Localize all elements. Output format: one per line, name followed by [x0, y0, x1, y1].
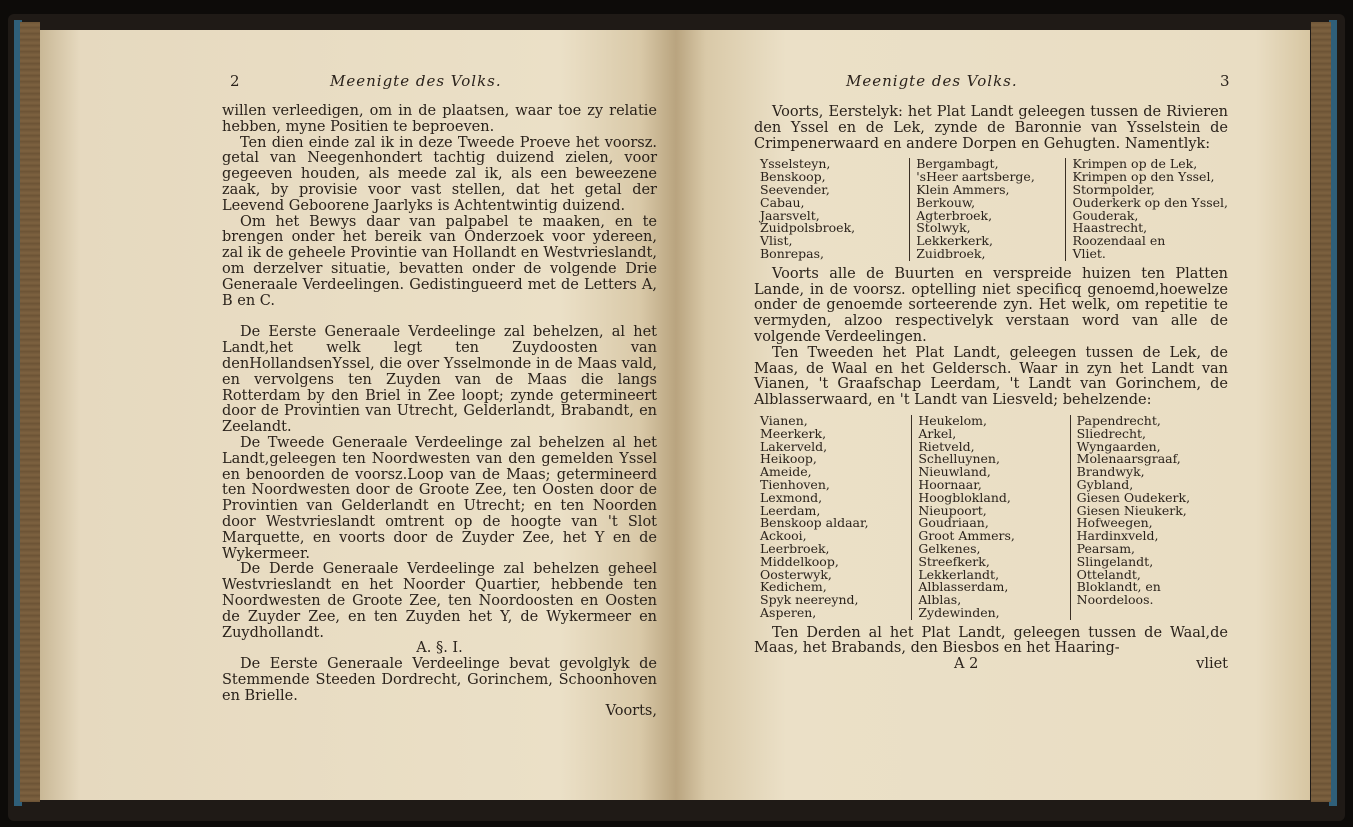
- paragraph: Voorts alle de Buurten en verspreide huizen ten Platten Lande, in de voorsz. optelling niet specificq genoemd,hoewelze onder de genoemde sorteerende zyn. Het welk, om repetitie te vermyden, alzoo respectivelyk verstaan word van alle de volgende Verdeelingen.: [754, 265, 1228, 345]
- place-name: Zuidbroek,: [916, 245, 986, 261]
- paragraph: De Derde Generaale Verdeelinge zal behelzen geheel Westvrieslandt en het Noorder Quartier, hebbende ten Noordwesten de Groote Zee, ten Noordoosten en Oosten de Zuyder Zee, en ten Zuyden het Y, de Wykermeer en Zuydhollandt.: [222, 561, 657, 641]
- place-name: Zuidpolsbroek,: [760, 220, 856, 236]
- place-name: Brandwyk,: [1076, 464, 1145, 480]
- place-name: Schelluynen,: [918, 451, 1000, 467]
- place-name: Zydewinden,: [918, 604, 1000, 620]
- left-running-head: Meenigte des Volks.: [330, 72, 502, 90]
- list-column: [754, 158, 909, 260]
- paragraph: De Tweede Generaale Verdeelinge zal behelzen al het Landt,geleegen ten Noordwesten van den gemelden Yssel en benoorden de voorsz.Loop van de Maas; getermineerd ten Noordwesten door de Groote Zee, ten Oosten door de Provintien van Gelderlandt en Utrecht; en ten Noorden door Westvrieslandt omtrent op de hoogte van 't Slot Marquette, en voorts door de Zuyder Zee, het Y en de Wykermeer.: [222, 434, 657, 562]
- place-name: Slingelandt,: [1076, 553, 1154, 569]
- signature-mark: A 2: [954, 656, 979, 673]
- place-name: Alblasserdam,: [918, 579, 1009, 595]
- place-name: Rietveld,: [918, 438, 975, 454]
- paragraph: De Eerste Generaale Verdeelinge zal behelzen, al het Landt,het welk legt ten Zuydoosten van denHollandsenYssel, die over Ysselmonde in de Maas vald, en vervolgens ten Zuyden van de Maas die langs Rotterdam by den Briel in Zee loopt; zynde getermineert door de Provintien van Utrecht, Gelderlandt, Brabandt, en Zeelandt.: [222, 324, 657, 436]
- place-name: Lakerveld,: [760, 438, 828, 454]
- right-page: [676, 30, 1310, 800]
- place-list-1: [754, 158, 1228, 260]
- place-name: Nieuwland,: [918, 464, 991, 480]
- list-column: [1065, 158, 1228, 260]
- place-name: Stormpolder,: [1072, 181, 1155, 197]
- paragraph: willen verleedigen, om in de plaatsen, waar toe zy relatie hebben, myne Positien te beproeven.: [222, 103, 657, 135]
- right-page-number: 3: [1220, 72, 1230, 90]
- paragraph: Ten dien einde zal ik in deze Tweede Proeve het voorsz. getal van Neegenhondert tachtig duizend zielen, voor gegeeven houden, als meede zal ik, als een beweezene zaak, by provisie voor vast stellen, dat het getal der Leevend Geboorene Jaarlyks is Achtentwintig duizend.: [222, 134, 657, 214]
- place-name: Pearsam,: [1076, 540, 1136, 556]
- place-name: Gybland,: [1076, 476, 1134, 492]
- paragraph: De Eerste Generaale Verdeelinge bevat gevolglyk de Stemmende Steeden Dordrecht, Gorinchem, Schoonhoven en Brielle.: [222, 656, 657, 704]
- place-name: Kedichem,: [760, 579, 827, 595]
- place-name: Lexmond,: [760, 489, 823, 505]
- place-name: Vlist,: [760, 233, 793, 249]
- place-name: Lekkerkerk,: [916, 233, 993, 249]
- place-name: Hoornaar,: [918, 476, 982, 492]
- place-name: Gelkenes,: [918, 540, 981, 556]
- place-name: Noordeloos.: [1076, 592, 1154, 608]
- place-name: Groot Ammers,: [918, 528, 1015, 544]
- place-name: Jaarsvelt,: [760, 207, 820, 223]
- left-page: [40, 30, 676, 800]
- place-name: Streefkerk,: [918, 553, 990, 569]
- place-name: Lekkerlandt,: [918, 566, 1000, 582]
- place-name: Gouderak,: [1072, 207, 1139, 223]
- list-column: [911, 412, 1069, 620]
- right-page-edges: [1311, 22, 1331, 802]
- place-name: Ouderkerk op den Yssel,: [1072, 194, 1229, 210]
- place-name: Hofweegen,: [1076, 515, 1153, 531]
- place-name: Sliedrecht,: [1076, 425, 1147, 441]
- catchword: vliet: [1196, 656, 1228, 673]
- list-column: [754, 412, 911, 620]
- place-name: Ysselsteyn,: [760, 156, 831, 172]
- left-page-number: 2: [230, 72, 240, 90]
- place-name: Hoogblokland,: [918, 489, 1011, 505]
- place-name: Giesen Nieukerk,: [1076, 502, 1187, 518]
- place-name: Vliet.: [1072, 245, 1106, 261]
- place-name: Krimpen op den Yssel,: [1072, 169, 1215, 185]
- place-name: 'sHeer aartsberge,: [916, 169, 1035, 185]
- paragraph: Ten Derden al het Plat Landt, geleegen tussen de Waal,de Maas, het Brabands, den Biesbos en het Haaring-: [754, 624, 1228, 657]
- place-name: Alblas,: [918, 592, 962, 608]
- section-heading: A. §. I.: [416, 640, 463, 657]
- place-name: Cabau,: [760, 194, 805, 210]
- place-name: Molenaarsgraaf,: [1076, 451, 1181, 467]
- place-name: Ottelandt,: [1076, 566, 1141, 582]
- place-name: Klein Ammers,: [916, 181, 1010, 197]
- place-name: Oosterwyk,: [760, 566, 832, 582]
- right-text-block: [754, 105, 1228, 673]
- place-name: Berkouw,: [916, 194, 976, 210]
- paragraph: Voorts, Eerstelyk: het Plat Landt geleegen tussen de Rivieren den Yssel en de Lek, zynde de Baronnie van Ysselstein de Crimpenerwaard en andere Dorpen en Gehugten. Namentlyk:: [754, 104, 1228, 152]
- place-name: Roozendaal en: [1072, 233, 1166, 249]
- catchword: Voorts,: [605, 703, 657, 720]
- place-name: Krimpen op de Lek,: [1072, 156, 1198, 172]
- place-name: Heikoop,: [760, 451, 817, 467]
- place-name: Heukelom,: [918, 412, 987, 428]
- place-name: Bergambagt,: [916, 156, 999, 172]
- left-text-block: [222, 104, 657, 720]
- place-name: Papendrecht,: [1076, 412, 1161, 428]
- place-list-2: [754, 412, 1228, 620]
- place-name: Benskoop aldaar,: [760, 515, 869, 531]
- place-name: Meerkerk,: [760, 425, 827, 441]
- place-name: Agterbroek,: [916, 207, 993, 223]
- place-name: Bloklandt, en: [1076, 579, 1161, 595]
- left-page-edges: [20, 22, 40, 802]
- place-name: Bonrepas,: [760, 245, 824, 261]
- place-name: Middelkoop,: [760, 553, 839, 569]
- place-name: Haastrecht,: [1072, 220, 1148, 236]
- place-name: Leerbroek,: [760, 540, 830, 556]
- place-name: Tienhoven,: [760, 476, 830, 492]
- place-name: Stolwyk,: [916, 220, 971, 236]
- place-name: Vianen,: [760, 412, 808, 428]
- place-name: Arkel,: [918, 425, 957, 441]
- place-name: Ackooi,: [760, 528, 807, 544]
- list-column: [1070, 412, 1228, 620]
- place-name: Goudriaan,: [918, 515, 989, 531]
- place-name: Benskoop,: [760, 169, 826, 185]
- place-name: Leerdam,: [760, 502, 821, 518]
- place-name: Ameide,: [760, 464, 812, 480]
- place-name: Hardinxveld,: [1076, 528, 1159, 544]
- place-name: Nieupoort,: [918, 502, 987, 518]
- paragraph: Om het Bewys daar van palpabel te maaken, en te brengen onder het bereik van Onderzoek voor ydereen, zal ik de geheele Provintie van Hollandt en Westvrieslandt, om derzelver situatie, bevatten onder de volgende Drie Generaale Verdeelingen. Gedistingueerd met de Letters A, B en C.: [222, 213, 657, 309]
- right-running-head: Meenigte des Volks.: [846, 72, 1018, 90]
- paragraph: Ten Tweeden het Plat Landt, geleegen tussen de Lek, de Maas, de Waal en het Geldersch. Waar in zyn het Landt van Vianen, 't Graafschap Leerdam, 't Landt van Gorinchem, de Alblasserwaard, en 't Landt van Liesveld; behelzende:: [754, 344, 1228, 409]
- list-column: [909, 158, 1065, 260]
- place-name: Seevender,: [760, 181, 830, 197]
- place-name: Spyk neereynd,: [760, 592, 859, 608]
- place-name: Asperen,: [760, 604, 817, 620]
- place-name: Wyngaarden,: [1076, 438, 1161, 454]
- place-name: Giesen Oudekerk,: [1076, 489, 1191, 505]
